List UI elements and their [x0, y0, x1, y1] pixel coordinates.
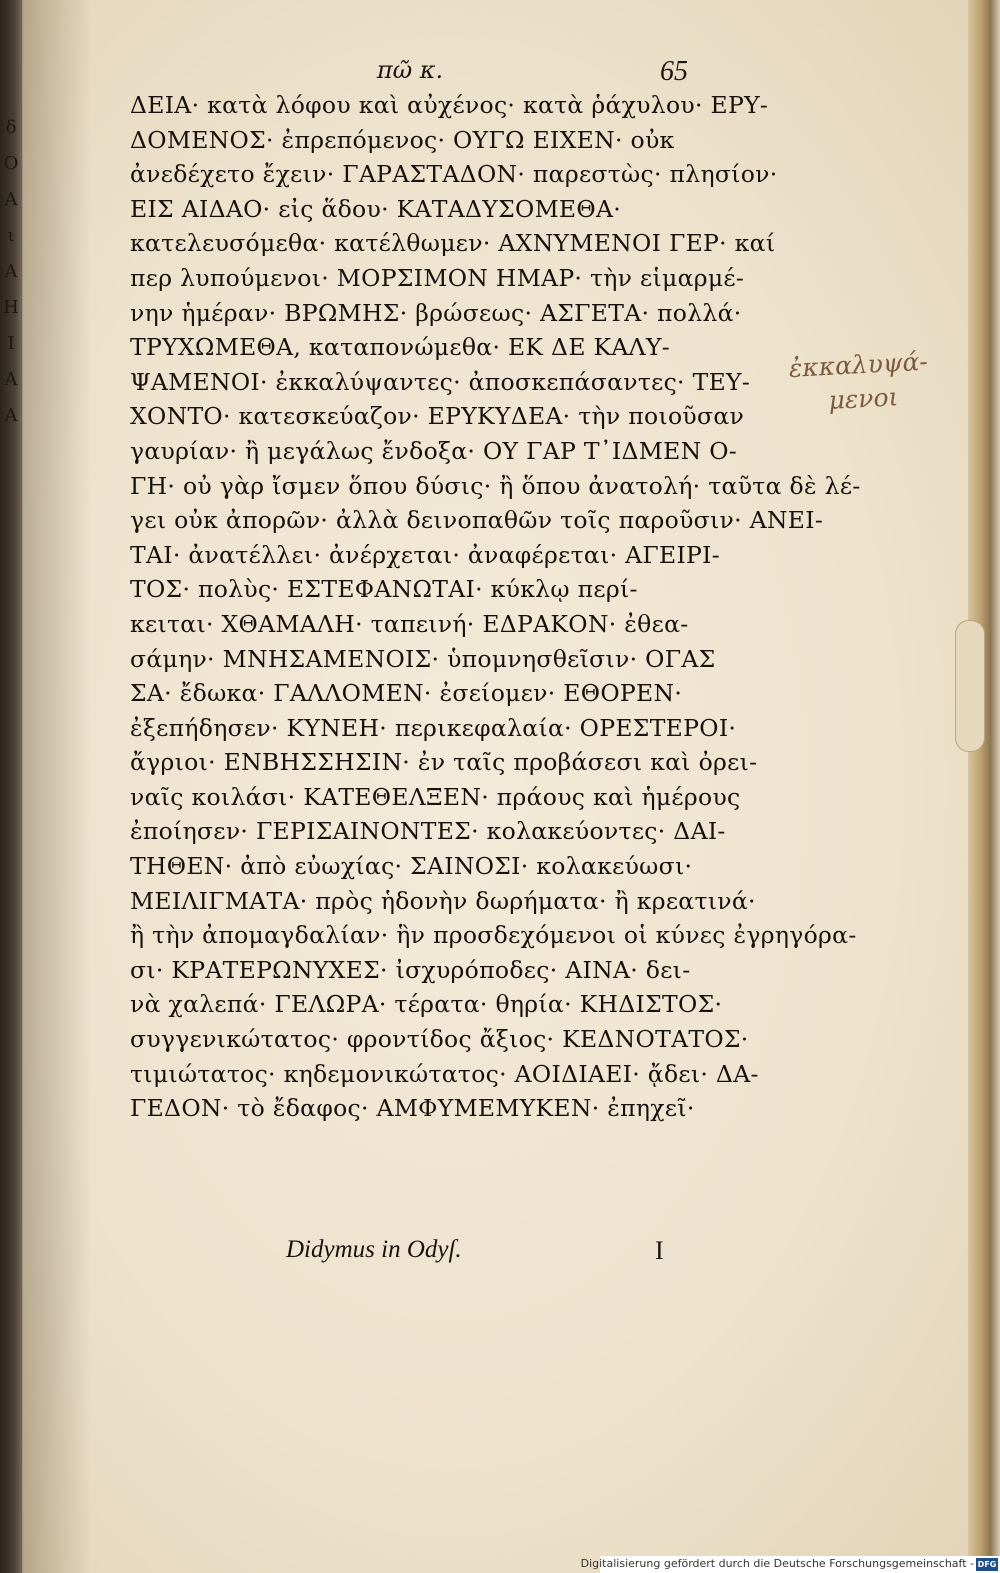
text-line: ΜΕΙΛΙΓΜΑΤΑ· πρὸς ἡδονὴν δωρήματα· ἢ κρεατινά· [130, 886, 756, 915]
spine-letter: Α [4, 261, 18, 282]
text-line: περ λυπούμενοι· ΜΟΡΣΙΜΟΝ ΗΜΑΡ· τὴν εἱμαρμέ- [130, 263, 745, 292]
text-line: ἐξεπήδησεν· ΚΥΝΕΗ· περικεφαλαία· ΟΡΕΣΤΕΡΟΙ· [130, 713, 737, 742]
text-line: ἢ τὴν ἀπομαγδαλίαν· ἣν προσδεχόμενοι οἱ κύνες ἐγρηγόρα- [130, 921, 857, 950]
dfg-logo: DFG [977, 1560, 997, 1569]
signature-mark: I [655, 1236, 664, 1265]
text-line: γει οὐκ ἀπορῶν· ἀλλὰ δεινοπαθῶν τοῖς παροῦσιν· ΑΝΕΙ- [130, 506, 824, 535]
text-line: ΤΟΣ· πολὺς· ΕΣΤΕΦΑΝΩΤΑΙ· κύκλῳ περί- [130, 575, 638, 604]
page-number: 65 [660, 56, 688, 87]
spine-letter: ι [7, 225, 15, 246]
text-line: ΤΗΘΕΝ· ἀπὸ εὐωχίας· ΣΑΙΝΟΣΙ· κολακεύωσι· [130, 852, 693, 881]
text-line: ΤΡΥΧΩΜΕΘΑ, καταπονώμεθα· ΕΚ ΔΕ ΚΑΛΥ- [130, 333, 671, 362]
text-line: ἄγριοι· ΕΝΒΗΣΣΗΣΙΝ· ἐν ταῖς προβάσεσι καὶ ὀρει- [130, 748, 758, 777]
text-line: σάμην· ΜΝΗΣΑΜΕΝΟΙΣ· ὑπομνησθεῖσιν· ΟΓΑΣ [130, 644, 716, 673]
credit-text: Digitalisierung gefördert durch die Deutsche Forschungsgemeinschaft - [580, 1557, 974, 1570]
text-line: ΨΑΜΕΝΟΙ· ἐκκαλύψαντες· ἀποσκεπάσαντες· ΤΕΥ- [130, 367, 751, 396]
text-line: ἀνεδέχετο ἔχειν· ΓΑΡΑΣΤΑΔΟΝ· παρεστὼς· πλησίον· [130, 160, 778, 189]
text-line: ΧΟΝΤΟ· κατεσκεύαζον· ΕΡΥΚΥΔΕΑ· τὴν ποιοῦσαν [130, 402, 745, 431]
spine-letter: Ο [3, 153, 19, 174]
text-line: τιμιώτατος· κηδεμονικώτατος· ΑΟΙΔΙΑΕΙ· ᾄδει· ΔΑ- [130, 1059, 759, 1088]
text-line: γαυρίαν· ἢ μεγάλως ἔνδοξα· ΟΥ ΓΑΡ Τ᾽ΙΔΜΕΝ Ο- [130, 436, 738, 465]
credit-bar [580, 1556, 1000, 1573]
text-line: ναῖς κοιλάσι· ΚΑΤΕΘΕΛΞΕΝ· πράους καὶ ἡμέρους [130, 782, 741, 811]
text-line: ΕΙΣ ΑΙΔΑΟ· εἰς ἅδου· ΚΑΤΑΔΥΣΟΜΕΘΑ· [130, 194, 621, 223]
page-tab [955, 620, 985, 752]
running-header: πῶ κ. [376, 56, 444, 84]
text-line: σι· ΚΡΑΤΕΡΩΝΥΧΕΣ· ἰσχυρόποδες· ΑΙΝΑ· δει- [130, 955, 691, 984]
marginal-note-line: μενοι [827, 382, 899, 415]
text-line: ΓΕΔΟΝ· τὸ ἔδαφος· ΑΜΦΥΜΕΜΥΚΕΝ· ἐπηχεῖ· [130, 1094, 695, 1123]
text-line: ΤΑΙ· ἀνατέλλει· ἀνέρχεται· ἀναφέρεται· ΑΓΕΙΡΙ- [130, 540, 720, 569]
spine-letter: Α [4, 405, 18, 426]
text-line: κειται· ΧΘΑΜΑΛΗ· ταπεινή· ΕΔΡΑΚΟΝ· ἐθεα- [130, 609, 689, 638]
text-line: συγγενικώτατος· φροντίδος ἄξιος· ΚΕΔΝΟΤΑΤΟΣ· [130, 1025, 749, 1054]
text-line: ΔΕΙΑ· κατὰ λόφου καὶ αὐχένος· κατὰ ῥάχυλου· ΕΡΥ- [130, 91, 769, 119]
page-edge [968, 0, 1000, 1573]
text-line: ἐποίησεν· ΓΕΡΙΣΑΙΝΟΝΤΕΣ· κολακεύοντες· ΔΑΙ- [130, 817, 726, 846]
marginal-note-line: ἐκκαλυψά- [788, 346, 929, 383]
catchword-title: Didymus in Odyſ. [286, 1236, 462, 1263]
text-line: ΣΑ· ἔδωκα· ΓΑΛΛΟΜΕΝ· ἐσείομεν· ΕΘΟΡΕΝ· [130, 679, 683, 708]
text-line: κατελευσόμεθα· κατέλθωμεν· ΑΧΝΥΜΕΝΟΙ ΓΕΡ· καί [130, 229, 776, 258]
spine-letter: δ [5, 117, 17, 138]
text-line: ΔΟΜΕΝΟΣ· ἐπρεπόμενος· ΟΥΓΩ ΕΙΧΕΝ· οὐκ [130, 125, 675, 154]
spine-letter: Α [4, 369, 18, 390]
text-line: νην ἡμέραν· ΒΡΩΜΗΣ· βρώσεως· ΑΣΓΕΤΑ· πολλά· [130, 298, 742, 327]
spine-letter: Ι [7, 333, 15, 354]
gutter-shadow [22, 0, 92, 1573]
marginal-note [788, 342, 981, 420]
text-line: νὰ χαλεπά· ΓΕΛΩΡΑ· τέρατα· θηρία· ΚΗΔΙΣΤΟΣ· [130, 990, 723, 1019]
text-line: ΓΗ· οὐ γὰρ ἴσμεν ὅπου δύσις· ἢ ὅπου ἀνατολή· ταῦτα δὲ λέ- [130, 471, 861, 500]
spine-letter: Α [4, 189, 18, 210]
spine-letters [2, 110, 20, 434]
spine-letter: Η [3, 297, 19, 318]
